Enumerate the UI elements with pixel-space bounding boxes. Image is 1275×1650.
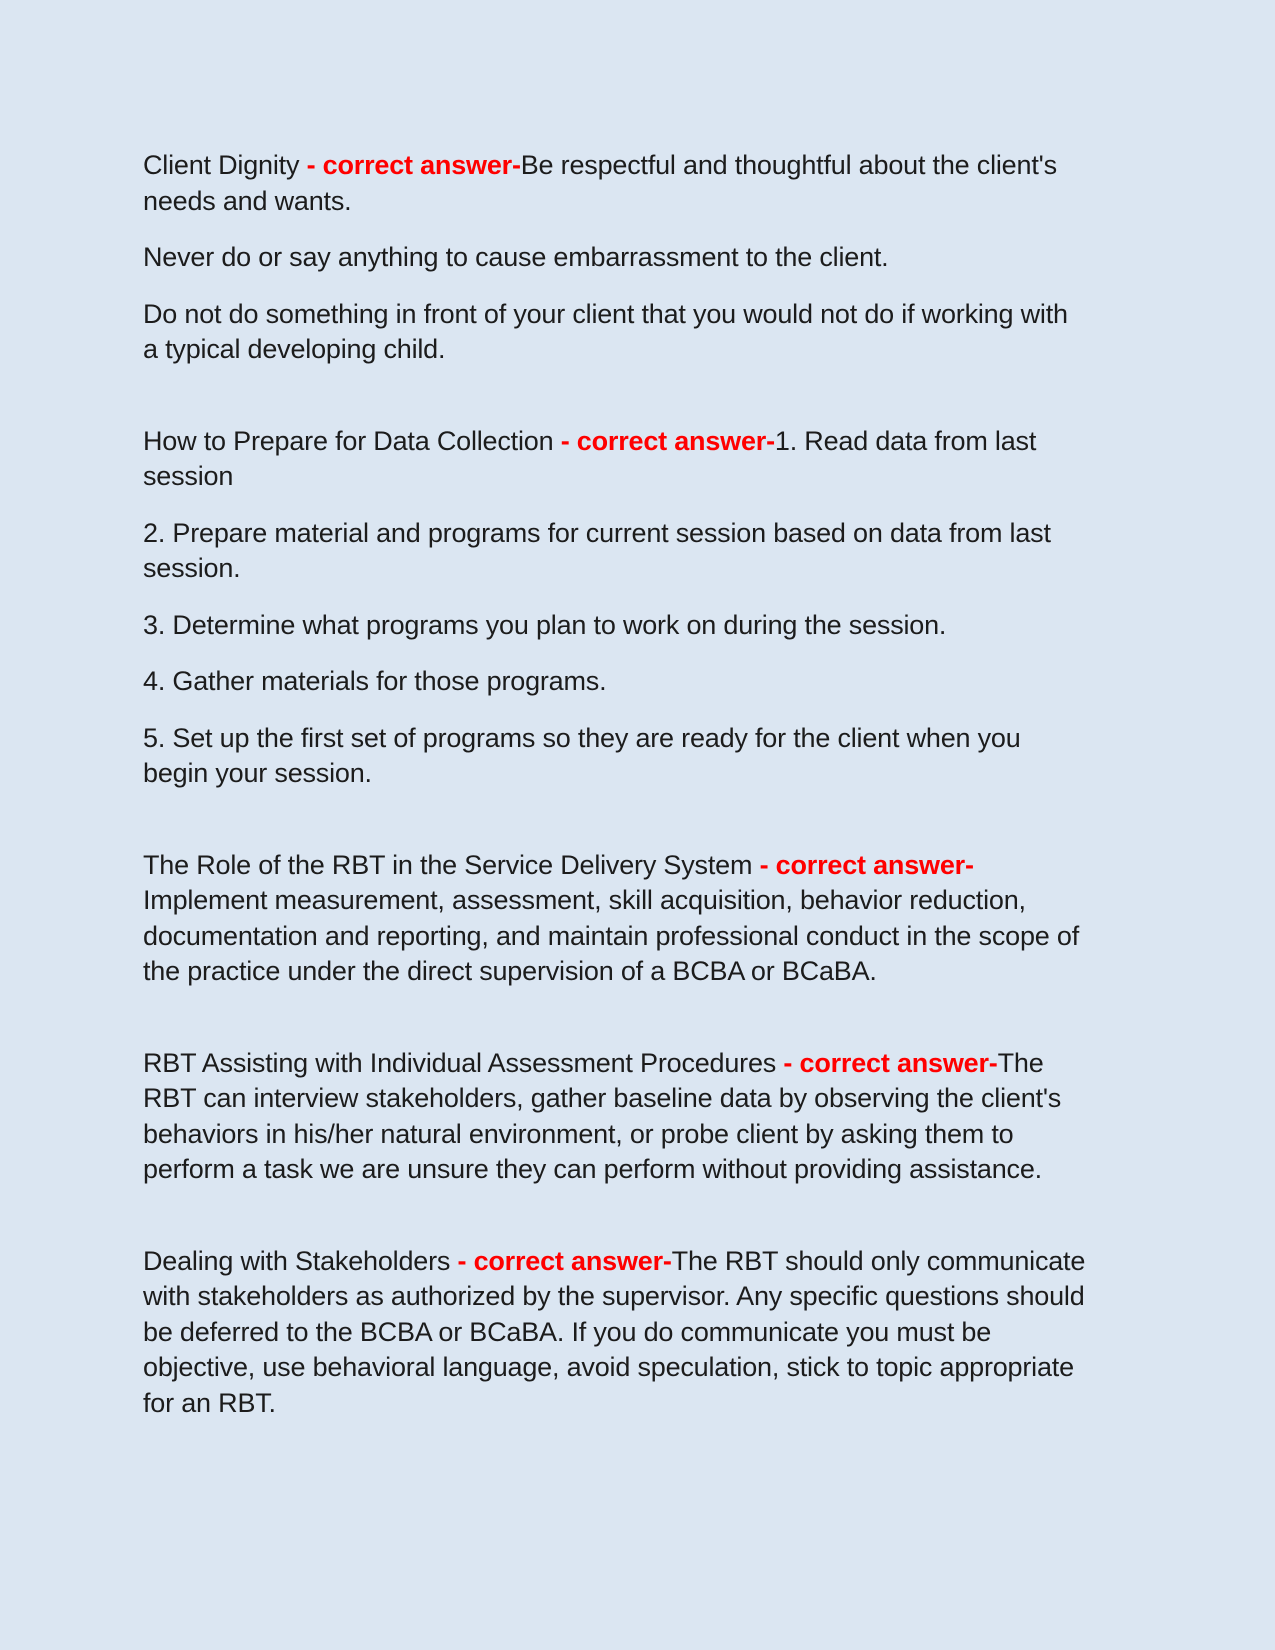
question-term: How to Prepare for Data Collection [143, 425, 561, 456]
answer-text: 1. Read data from last session [143, 425, 1037, 491]
qa-section [143, 148, 1088, 368]
correct-answer-marker: - correct answer- [560, 425, 775, 456]
question-term: RBT Assisting with Individual Assessment Procedures [143, 1047, 784, 1078]
answer-paragraph: 3. Determine what programs you plan to work on during the session. [143, 609, 947, 640]
correct-answer-marker: - correct answer- [306, 150, 521, 180]
question-term: Dealing with Stakeholders [143, 1245, 458, 1276]
question-term: Client Dignity [143, 150, 307, 180]
qa-section [143, 1046, 1088, 1188]
qa-lead-paragraph [143, 148, 1088, 219]
answer-paragraph: 5. Set up the first set of programs so they are ready for the client when you begin your session. [143, 722, 1021, 788]
qa-lead-paragraph [143, 1244, 1088, 1422]
answer-paragraph: 2. Prepare material and programs for current session based on data from last session. [143, 517, 1051, 583]
document-content [143, 148, 1088, 1421]
answer-text: Implement measurement, assessment, skill acquisition, behavior reduction, documentation and reporting, and maintain professional conduct in the scope of the practice under the direct supervision of a BCBA or BCaBA. [143, 885, 1080, 986]
answer-paragraph: Do not do something in front of your client that you would not do if working with a typical developing child. [143, 298, 1068, 364]
correct-answer-marker: - correct answer- [457, 1245, 672, 1276]
correct-answer-marker: - correct answer- [759, 849, 974, 880]
qa-lead-paragraph [143, 1046, 1088, 1188]
correct-answer-marker: - correct answer- [783, 1047, 998, 1078]
qa-section [143, 1244, 1088, 1422]
answer-paragraph: 4. Gather materials for those programs. [143, 666, 607, 696]
question-term: The Role of the RBT in the Service Delivery System [143, 849, 760, 880]
qa-lead-paragraph [143, 424, 1088, 495]
qa-lead-paragraph [143, 848, 1088, 990]
answer-text: The RBT can interview stakeholders, gather baseline data by observing the client's behaviors in his/her natural environment, or probe client by asking them to perform a task we are unsure they can perform without providing assistance. [143, 1047, 1062, 1184]
answer-text: Be respectful and thoughtful about the client's needs and wants. [143, 150, 1057, 216]
qa-section [143, 424, 1088, 792]
answer-paragraph: Never do or say anything to cause embarrassment to the client. [143, 242, 889, 272]
qa-section [143, 848, 1088, 990]
answer-text: The RBT should only communicate with stakeholders as authorized by the supervisor. Any specific questions should be deferred to the BCBA or BCaBA. If you do communicate you must be objective, use behavioral language, avoid speculation, stick to topic appropriate for an RBT. [143, 1245, 1086, 1418]
